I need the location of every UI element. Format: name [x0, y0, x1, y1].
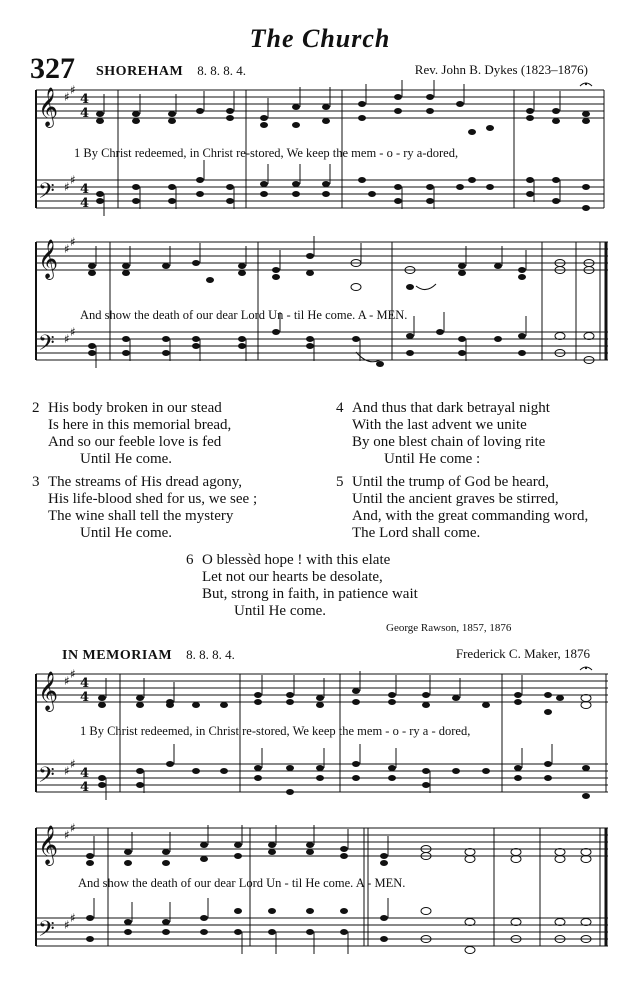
- svg-text:♯: ♯: [64, 242, 70, 256]
- verse-number: 4: [336, 400, 344, 416]
- bass-clef-icon: 𝄢: [38, 331, 55, 361]
- verse-refrain: Until He come.: [234, 603, 327, 619]
- verse-line: The wine shall tell the mystery: [48, 508, 234, 524]
- svg-text:♯: ♯: [64, 674, 70, 688]
- tune2-system2-score: [0, 818, 640, 968]
- treble-clef-icon: 𝄞: [38, 87, 59, 127]
- bass-clef-icon: 𝄢: [38, 917, 55, 947]
- section-title: The Church: [249, 24, 391, 53]
- verse-number: 3: [32, 474, 40, 490]
- svg-text:♯: ♯: [64, 332, 70, 346]
- verse-6: [186, 552, 418, 620]
- verse-line: And thus that dark betrayal night: [352, 400, 550, 416]
- tune1-name: SHOREHAM: [96, 64, 184, 79]
- verse-number: 6: [186, 552, 194, 568]
- author-credit: George Rawson, 1857, 1876: [386, 622, 512, 634]
- verse-line: O blessèd hope ! with this elate: [202, 552, 391, 568]
- verse-3: [32, 474, 257, 542]
- tune2-lyrics-line1: 1 By Christ redeemed, in Christ re-stored, We keep the mem - o - ry a - dored,: [80, 724, 471, 738]
- svg-text:♯: ♯: [64, 180, 70, 194]
- svg-text:♯: ♯: [70, 667, 76, 681]
- verse-line: His body broken in our stead: [48, 400, 222, 416]
- svg-text:♯: ♯: [70, 235, 76, 249]
- verse-refrain: Until He come :: [384, 451, 481, 467]
- tune2-name: IN MEMORIAM: [62, 648, 173, 663]
- verse-line: His life-blood shed for us, we see ;: [48, 491, 258, 507]
- svg-text:4: 4: [80, 676, 90, 691]
- svg-text:4: 4: [80, 780, 90, 795]
- verse-line: Until the ancient graves be stirred,: [352, 491, 559, 507]
- verse-refrain: Until He come.: [80, 451, 173, 467]
- tune1-lyrics-line2: And show the death of our dear Lord Un - til He come. A - MEN.: [80, 308, 408, 322]
- verse-line: Is here in this memorial bread,: [48, 417, 232, 433]
- svg-text:4: 4: [80, 92, 90, 107]
- tune1-composer: Rev. John B. Dykes (1823–1876): [414, 62, 588, 77]
- verse-number: 2: [32, 400, 40, 416]
- svg-text:4: 4: [80, 196, 90, 211]
- svg-text:4: 4: [80, 106, 90, 121]
- hymn-number: 327: [30, 52, 75, 85]
- treble-clef-icon: 𝄞: [38, 671, 59, 711]
- svg-text:4: 4: [80, 182, 90, 197]
- treble-clef-icon: 𝄞: [38, 239, 59, 279]
- verse-4: [336, 400, 550, 468]
- tune1-lyrics-line1: 1 By Christ redeemed, in Christ re-stored, We keep the mem - o - ry a-dored,: [74, 146, 459, 160]
- svg-text:♯: ♯: [70, 757, 76, 771]
- tune2-composer: Frederick C. Maker, 1876: [455, 646, 590, 661]
- svg-text:♯: ♯: [70, 325, 76, 339]
- verse-line: By one blest chain of loving rite: [352, 434, 546, 450]
- tune2-header: [62, 646, 235, 664]
- verse-line: And, with the great commanding word,: [352, 508, 589, 524]
- svg-text:♯: ♯: [70, 83, 76, 97]
- svg-text:♯: ♯: [64, 90, 70, 104]
- tune1-header: [96, 62, 246, 80]
- verse-line: Until the trump of God be heard,: [352, 474, 550, 490]
- verse-number: 5: [336, 474, 344, 490]
- svg-text:4: 4: [80, 690, 90, 705]
- treble-clef-icon: 𝄞: [38, 825, 59, 865]
- verse-refrain: The Lord shall come.: [352, 525, 481, 541]
- verse-line: But, strong in faith, in patience wait: [202, 586, 418, 602]
- tune2-system1-score: [0, 664, 640, 814]
- tune1-system2-score: [0, 232, 640, 382]
- verse-5: [336, 474, 588, 542]
- svg-text:♯: ♯: [64, 764, 70, 778]
- svg-text:♯: ♯: [70, 173, 76, 187]
- tune2-lyrics-line2: And show the death of our dear Lord Un - til He come. A - MEN.: [78, 876, 406, 890]
- svg-text:4: 4: [80, 766, 90, 781]
- verse-line: Let not our hearts be desolate,: [202, 569, 383, 585]
- verse-2: [32, 400, 231, 468]
- tune1-meter: 8. 8. 8. 4.: [197, 63, 246, 78]
- verse-line: The streams of His dread agony,: [48, 474, 242, 490]
- svg-text:♯: ♯: [64, 918, 70, 932]
- bass-clef-icon: 𝄢: [38, 179, 55, 209]
- verse-line: With the last advent we unite: [352, 417, 527, 433]
- svg-text:♯: ♯: [64, 828, 70, 842]
- verse-refrain: Until He come.: [80, 525, 173, 541]
- bass-clef-icon: 𝄢: [38, 763, 55, 793]
- tune2-meter: 8. 8. 8. 4.: [186, 647, 235, 662]
- verse-line: And so our feeble love is fed: [48, 434, 222, 450]
- svg-text:♯: ♯: [70, 821, 76, 835]
- svg-text:♯: ♯: [70, 911, 76, 925]
